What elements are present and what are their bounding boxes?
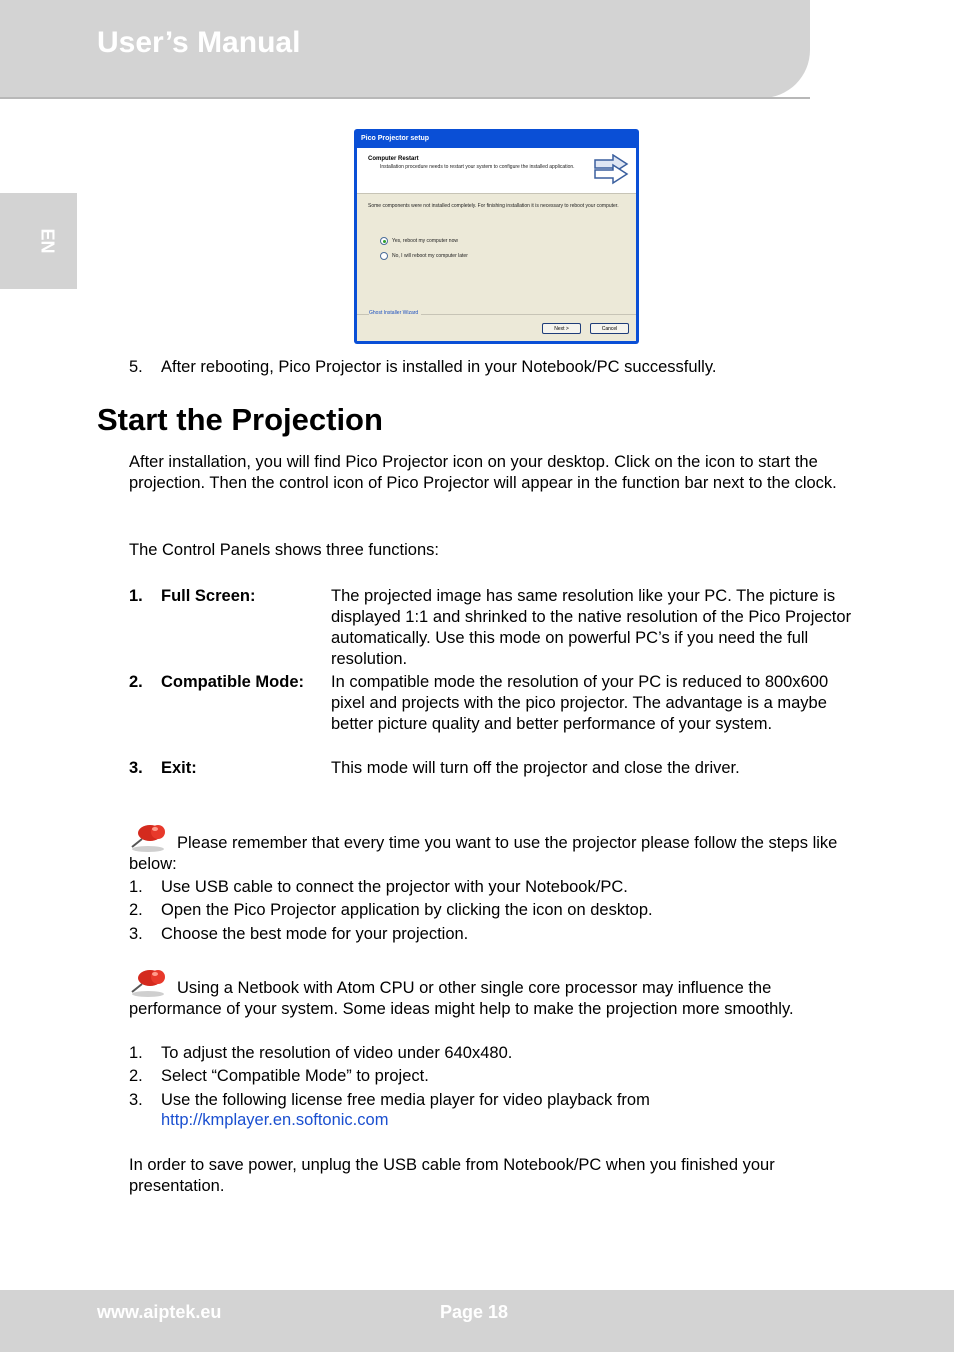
function-description: In compatible mode the resolution of your PC is reduced to 800x600 pixel and projects with the pico projector. The advantage is a maybe better picture quality and better performance of your system. (331, 673, 829, 733)
reboot-now-radio[interactable] (380, 237, 458, 245)
step-text: Use USB cable to connect the projector with your Notebook/PC. (161, 878, 628, 896)
step-text: Open the Pico Projector application by clicking the icon on desktop. (161, 901, 653, 919)
step-text: Choose the best mode for your projection. (161, 925, 469, 943)
installer-brand: Ghost Installer Wizard (369, 310, 421, 316)
page-number: Page 18 (440, 1302, 509, 1322)
radio-label: No, I will reboot my computer later (392, 253, 468, 259)
cancel-button[interactable]: Cancel (590, 323, 629, 334)
step-text: Select “Compatible Mode” to project. (161, 1067, 429, 1085)
function-term: Compatible Mode: (161, 673, 304, 691)
function-description: The projected image has same resolution like your PC. The picture is displayed 1:1 and shrinked to the native resolution of the Pico Projector automatically. Use this mode on powerful PC’s if you need the full resolution. (331, 587, 852, 668)
radio-selected-icon (380, 237, 388, 245)
step-number: 2. (129, 901, 143, 919)
dialog-body (357, 148, 636, 341)
step-number: 3. (129, 1091, 143, 1109)
function-term: Exit: (161, 759, 197, 777)
radio-unselected-icon (380, 252, 388, 260)
dialog-message: Some components were not installed completely. For finishing installation it is necessary to reboot your computer. (368, 203, 619, 209)
language-label: EN (37, 228, 58, 254)
step-text: After rebooting, Pico Projector is installed in your Notebook/PC successfully. (161, 358, 717, 376)
footer-website: www.aiptek.eu (97, 1302, 222, 1322)
note-text: Please remember that every time you want to use the projector please follow the steps like below: (129, 834, 838, 873)
step-text: Use the following license free media player for video playback from (161, 1091, 650, 1109)
note-text: Using a Netbook with Atom CPU or other single core processor may influence the performance of your system. Some ideas might help to make the projection more smoothly. (129, 979, 794, 1018)
function-number: 3. (129, 759, 143, 777)
radio-label: Yes, reboot my computer now (392, 238, 458, 244)
panels-intro: The Control Panels shows three functions: (129, 541, 439, 559)
function-description: This mode will turn off the projector and close the driver. (331, 759, 740, 777)
closing-text: In order to save power, unplug the USB cable from Notebook/PC when you finished your presentation. (129, 1156, 775, 1195)
dialog-header (357, 148, 636, 194)
setup-dialog-screenshot (354, 129, 639, 344)
step-number: 1. (129, 878, 143, 896)
step-number: 2. (129, 1067, 143, 1085)
section-intro: After installation, you will find Pico Projector icon on your desktop. Click on the icon to start the projection. Then the control icon of Pico Projector will appear in the function bar next to the clock. (129, 453, 837, 492)
step-number: 1. (129, 1044, 143, 1062)
wizard-arrows-icon (591, 154, 631, 186)
kmplayer-link[interactable]: http://kmplayer.en.softonic.com (161, 1111, 389, 1129)
function-number: 1. (129, 587, 143, 605)
dialog-title: Pico Projector setup (361, 135, 430, 142)
section-title: Start the Projection (97, 402, 383, 437)
step-text: To adjust the resolution of video under 640x480. (161, 1044, 513, 1062)
dialog-heading: Computer Restart (368, 156, 419, 162)
next-button[interactable]: Next > (542, 323, 581, 334)
page-title: User’s Manual (97, 26, 301, 59)
reboot-later-radio[interactable] (380, 252, 468, 260)
step-number: 5. (129, 358, 143, 376)
dialog-subheading: Installation procedure needs to restart your system to configure the installed application. (380, 164, 575, 170)
step-number: 3. (129, 925, 143, 943)
function-term: Full Screen: (161, 587, 256, 605)
function-number: 2. (129, 673, 143, 691)
header-divider (0, 97, 810, 99)
